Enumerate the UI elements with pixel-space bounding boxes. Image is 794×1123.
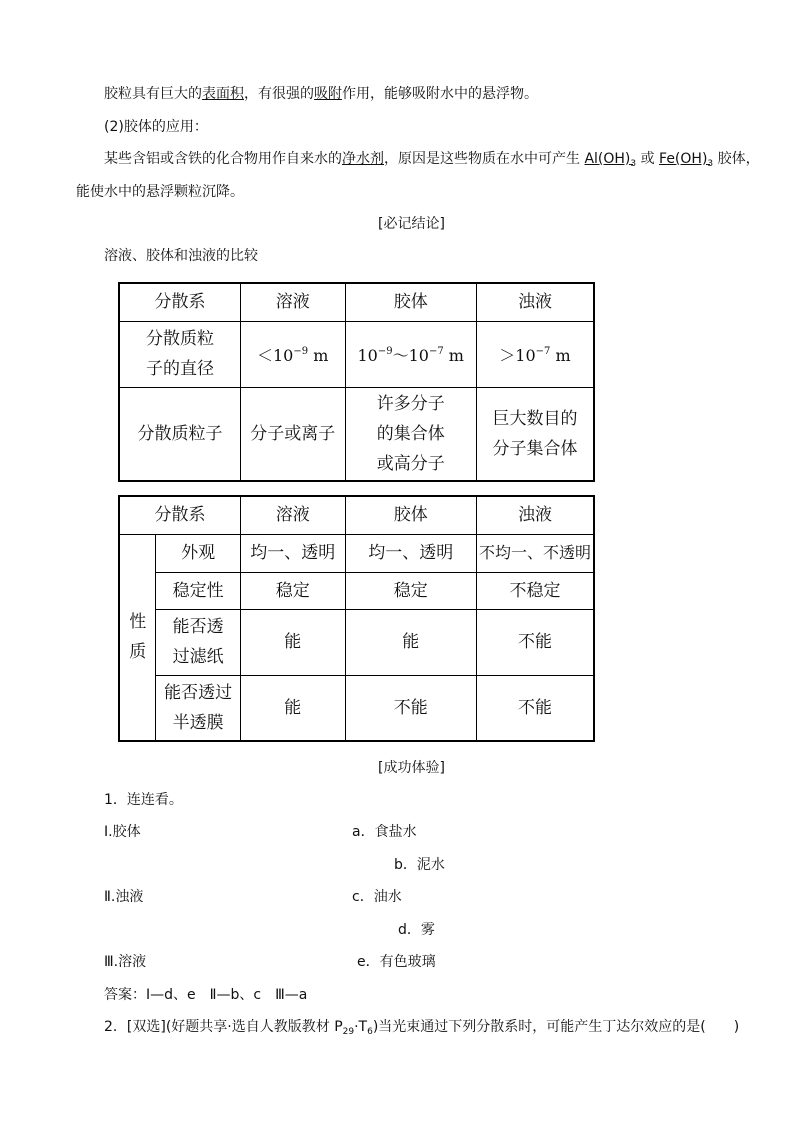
underlined-term: 吸附 xyxy=(314,86,342,102)
formula-text: Al(OH) xyxy=(584,151,631,167)
table-cell: 均一、透明 xyxy=(345,534,476,572)
text-segment: ，原因是这些物质在水中可产生 xyxy=(384,151,585,167)
paragraph-heading-application: (2)胶体的应用： xyxy=(104,119,208,135)
comparison-title: 溶液、胶体和浊液的比较 xyxy=(104,248,258,264)
unit-text: m xyxy=(550,346,571,365)
label-line: 分散质粒 xyxy=(145,329,214,349)
subscript: 29 xyxy=(342,1027,355,1037)
table-cell: 稳定 xyxy=(345,572,476,609)
cell-line: 巨大数目的 xyxy=(492,408,578,429)
underlined-formula xyxy=(584,151,636,167)
label-line: 能否透过 xyxy=(164,682,233,703)
paragraph-water-purification xyxy=(104,149,760,174)
table-header: 分散系 xyxy=(119,283,240,321)
group-label-properties xyxy=(119,534,156,741)
table-cell: 稳定 xyxy=(240,572,345,609)
text-segment: 某些含铝或含铁的化合物用作自来水的 xyxy=(104,151,342,167)
table-cell: 能 xyxy=(240,609,345,675)
superscript: −9 xyxy=(377,346,393,357)
table-header: 浊液 xyxy=(476,283,594,321)
match-right-item: e．有色玻璃 xyxy=(357,954,436,970)
table-cell: 不能 xyxy=(476,609,594,675)
match-right-item: b．泥水 xyxy=(394,857,445,873)
superscript: −7 xyxy=(428,346,444,357)
table-cell: 不能 xyxy=(476,675,594,741)
question-1-title: 1．连连看。 xyxy=(104,792,183,808)
value-text: 10 xyxy=(357,346,378,365)
table-header: 浊液 xyxy=(476,496,594,534)
table-header: 胶体 xyxy=(345,496,476,534)
table-header: 溶液 xyxy=(240,283,345,321)
unit-text: m xyxy=(308,346,329,365)
unit-text: m xyxy=(443,346,464,365)
label-line: 质 xyxy=(129,642,147,663)
text-segment: 作用，能够吸附水中的悬浮物。 xyxy=(342,86,538,102)
comparison-table-particles xyxy=(118,282,595,482)
value-text: ＞10 xyxy=(499,346,536,365)
table-cell: 不均一、不透明 xyxy=(476,534,594,572)
table-cell: 不稳定 xyxy=(476,572,594,609)
table-cell: 能 xyxy=(240,675,345,741)
subscript: 3 xyxy=(707,159,714,169)
text-segment: ·T xyxy=(354,1019,368,1035)
table-cell-suspension-diameter xyxy=(476,321,594,387)
superscript: −7 xyxy=(535,346,551,357)
question-1-answer: 答案：Ⅰ—d、e Ⅱ—b、c Ⅲ—a xyxy=(104,987,308,1003)
row-label-stability: 稳定性 xyxy=(156,572,241,609)
text-segment: 胶体， xyxy=(713,151,760,167)
comparison-table-properties xyxy=(118,495,595,742)
subscript: 6 xyxy=(367,1027,373,1037)
row-label-diameter xyxy=(119,321,240,387)
table-cell: 均一、透明 xyxy=(240,534,345,572)
table-cell-solution-particle: 分子或离子 xyxy=(240,387,345,481)
table-header: 分散系 xyxy=(119,496,240,534)
table-header: 溶液 xyxy=(240,496,345,534)
superscript: −9 xyxy=(293,346,309,357)
underlined-term: 净水剂 xyxy=(342,151,384,167)
value-text: ～10 xyxy=(392,346,429,365)
question-2-stem xyxy=(104,1017,739,1042)
match-right-item: d．雾 xyxy=(398,922,435,938)
table-cell: 能 xyxy=(345,609,476,675)
row-label-membrane xyxy=(156,675,241,741)
row-label-filter-paper xyxy=(156,609,241,675)
paragraph-adsorption xyxy=(104,84,538,104)
cell-line: 的集合体 xyxy=(376,423,445,444)
text-segment: 或 xyxy=(636,151,660,167)
table-header: 胶体 xyxy=(345,283,476,321)
table-cell-solution-diameter xyxy=(240,321,345,387)
label-line: 半透膜 xyxy=(172,712,224,733)
label-line: 性 xyxy=(129,612,147,633)
section-heading-conclusion: [必记结论] xyxy=(378,216,445,232)
row-label-particle: 分散质粒子 xyxy=(119,387,240,481)
text-segment: )当光束通过下列分散系时，可能产生丁达尔效应的是( ) xyxy=(372,1019,740,1035)
match-left-item: Ⅲ.溶液 xyxy=(104,954,147,970)
text-segment: 2．[双选](好题共享·选自人教版教材 P xyxy=(104,1019,343,1035)
table-cell-colloid-particle xyxy=(345,387,476,481)
value-text: ＜10 xyxy=(257,346,294,365)
match-right-item: a．食盐水 xyxy=(352,824,417,840)
label-line: 过滤纸 xyxy=(172,647,224,667)
label-line: 子的直径 xyxy=(145,359,214,379)
paragraph-continuation: 能使水中的悬浮颗粒沉降。 xyxy=(76,184,244,200)
cell-line: 分子集合体 xyxy=(492,438,578,459)
cell-line: 或高分子 xyxy=(376,453,445,474)
cell-line: 许多分子 xyxy=(376,393,445,414)
table-cell: 不能 xyxy=(345,675,476,741)
label-line: 能否透 xyxy=(172,617,224,637)
section-heading-practice: [成功体验] xyxy=(378,760,445,776)
text-segment: ，有很强的 xyxy=(244,86,314,102)
subscript: 3 xyxy=(630,159,637,169)
underlined-formula xyxy=(659,151,713,167)
table-cell-suspension-particle xyxy=(476,387,594,481)
underlined-term: 表面积 xyxy=(202,86,244,102)
match-left-item: Ⅱ.浊液 xyxy=(104,889,144,905)
table-cell-colloid-diameter xyxy=(345,321,476,387)
match-right-item: c．油水 xyxy=(352,889,402,905)
match-left-item: Ⅰ.胶体 xyxy=(104,824,141,840)
row-label-appearance: 外观 xyxy=(156,534,241,572)
formula-text: Fe(OH) xyxy=(659,151,708,167)
text-segment: 胶粒具有巨大的 xyxy=(104,86,202,102)
